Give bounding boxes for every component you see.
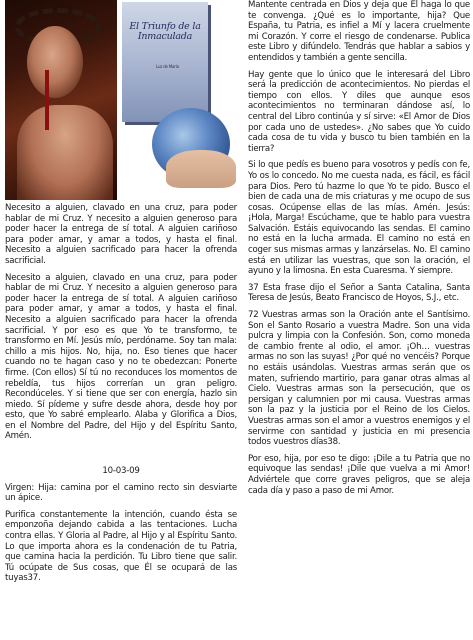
right-paragraph-3: Si lo que pedís es bueno para vosotros y pedís con fe, Yo os lo concedo. No me cuesta nada, es fácil, es fácil para Dios. Pero tú hazme lo que Yo te pido. Busco el bien de cada una de mis criaturas y me ocupo de sus cosas. Ocúpense ellas de las mías. Amén. Jesús: ¡Hola, Marga! Escúchame, que te hablo para vuestra Salvación. Estáis equivocando las sendas. El camino no está en la lucha armada. El camino no está en coger sus mismas armas y lanzárselas. No. El camino está en utilizar las vuestras, que son la oración, el ayuno y la limosna. En esta Cuaresma. Y siempre. [248,160,470,277]
christ-face-icon [27,26,83,98]
right-paragraph-2: Hay gente que lo único que le interesará del Libro será la predicción de acontecimientos. No pierdas el tiempo con ellos. Y diles que aunque esos acontecimientos no terminaran dándose así, lo central del Libro continúa y sí sirve: «El Amor de Dios por cada uno de ustedes». ¿No sabes que Yo cuido cada cosa de tu vida y busco tu bien también en la tierra? [248,69,470,154]
christ-crowned-image [5,0,117,200]
right-paragraph-1: Mantente centrada en Dios y deja que Él haga lo que te convenga. ¿Qué es lo importante, hija? Que España, tu Patria, es infiel a Mí y lacera cruelmente mi Corazón. Y corre el riesgo de condenarse. Publica este Libro y difúndelo. Tendrás que hablar a sabios y entendidos y también a gente sencilla. [248,0,470,63]
left-paragraph-4: Purifica constantemente la intención, cuando ésta se emponzoña dejando cabida a las tentaciones. Lucha contra ellas. Y Gloria al Padre, al Hijo y al Espíritu Santo. Lo que importa ahora es la condenación de tu Patria, que camina hacia la perdición. Tu Libro tiene que salir. Tú ocúpate de Sus cosas, que Él se ocupará de las tuyas37. [5,509,237,584]
header-images [5,0,237,200]
left-paragraph-3: Virgen: Hija: camina por el camino recto sin desviarte un ápice. [5,482,237,504]
book-cover-image [118,0,241,200]
left-paragraph-1: Necesito a alguien, clavado en una cruz, para poder hablar de mi Cruz. Y necesito a alguien generoso para poder hacer la entrega de sí total. A alguien cariñoso para poder amar, y amar a todos, y hasta el final. Necesito a alguien sacrificado para hacer la ofrenda sacrificial. [5,203,237,266]
left-column [5,0,237,584]
blood-stream-icon [45,70,49,130]
right-paragraph-72: 72 Vuestras armas son la Oración ante el Santísimo. Son el Santo Rosario a vuestra Madre. Son una vida pulcra y limpia con la Confesión. Son, como moneda de cambio frente al odio, el amor. ¡Oh… vuestras armas no son las suyas! ¿Por qué no vencéis? Porque no estáis usándolas. Vuestras armas serán que os maten, sufriendo martirio, para ganar otras almas al Cielo. Vuestras armas son la persecución, que os persigan y calumnien por mi causa. Vuestras armas son la paz y la justicia por el Reino de los Cielos. Vuestras armas son el amor a vuestros enemigos y el servirme con santidad y justicia en mi presencia todos vuestros días38. [248,310,470,448]
left-paragraph-2: Necesito a alguien, clavado en una cruz, para poder hablar de mi Cruz. Y necesito a alguien generoso para poder hacer la entrega de sí total. A alguien cariñoso para poder amar, y amar a todos, y hasta el final. Necesito a alguien sacrificado para hacer la ofrenda sacrificial. Y por eso es que Yo te transformo, te transformo en Mí. Jesús mío, perdóname. Soy tan mala: chillo a mis hijos. No, hija, no. Eso tienes que hacer cuando no te hagan caso y no te obedezcan: Ponerte firme. (Con ellos) Sí tú no reconduces los momentos de rebeldía, tus hijos correrían un gran peligro. Recondúceles. Y si tiene que ser con energía, hazlo sin miedo. Sí pídeme y sufre desde ahora, desde hoy por esto, que Yo sabré emplearlo. Alaba y Glorifica a Dios, en el Nombre del Padre, del Hijo y del Espíritu Santo, Amén. [5,272,237,442]
christ-body-icon [17,105,113,200]
right-paragraph-6: Por eso, hija, por eso te digo: ¡Dile a tu Patria que no equivoque las sendas! ¡Dile que vuelva a mi Amor! Adviértele que corre graves peligros, que se aleja cada día y paso a paso de mi Amor. [248,453,470,496]
book-author: Luz de María [156,64,179,69]
entry-date: 10-03-09 [102,466,140,477]
hand-icon [166,150,236,188]
footnote-37: 37 Esta frase dijo el Señor a Santa Catalina, Santa Teresa de Jesús, Beato Francisco de Hoyos, S.J., etc. [248,282,470,304]
book-title: El Triunfo de la Inmaculada [129,21,201,42]
right-column [248,0,470,496]
